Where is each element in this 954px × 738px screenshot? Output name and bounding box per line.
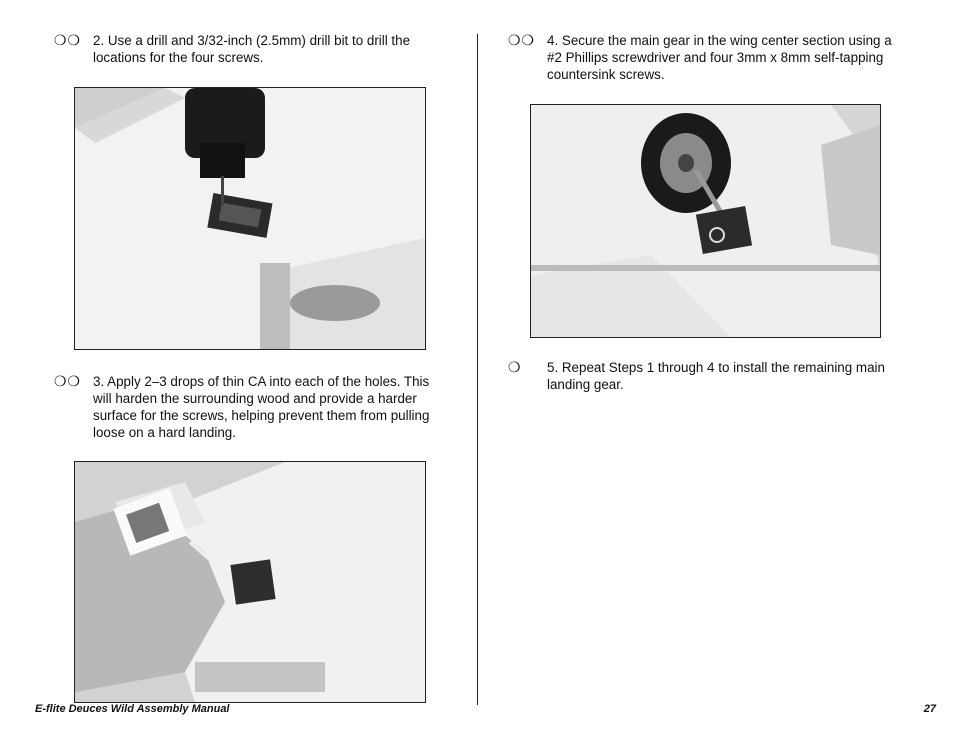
step-4-checkboxes[interactable]: ❍❍ (508, 32, 536, 48)
glue-photo-illustration (75, 462, 425, 702)
drill-photo-illustration (75, 88, 425, 349)
gear-photo (530, 104, 881, 338)
column-divider (477, 34, 478, 705)
step-5-checkboxes[interactable]: ❍ (508, 359, 522, 375)
step-3-text: 3. Apply 2–3 drops of thin CA into each of the holes. This will harden the surrounding wood and provide a harder surface for the screws, helping prevent them from pulling loose on a hard landing. (93, 374, 430, 440)
drill-photo (74, 87, 426, 350)
step-4-text: 4. Secure the main gear in the wing center section using a #2 Phillips screwdriver and four 3mm x 8mm self-tapping countersink screws. (547, 33, 892, 82)
page-number: 27 (923, 703, 936, 715)
glue-photo (74, 461, 426, 703)
step-3-checkboxes[interactable]: ❍❍ (54, 373, 82, 389)
step-5-text: 5. Repeat Steps 1 through 4 to install the remaining main landing gear. (547, 360, 885, 392)
step-2-checkboxes[interactable]: ❍❍ (54, 32, 82, 48)
step-2-text: 2. Use a drill and 3/32-inch (2.5mm) drill bit to drill the locations for the four screws. (93, 33, 411, 65)
gear-photo-illustration (531, 105, 880, 337)
footer-manual-title: E-flite Deuces Wild Assembly Manual (35, 703, 230, 715)
